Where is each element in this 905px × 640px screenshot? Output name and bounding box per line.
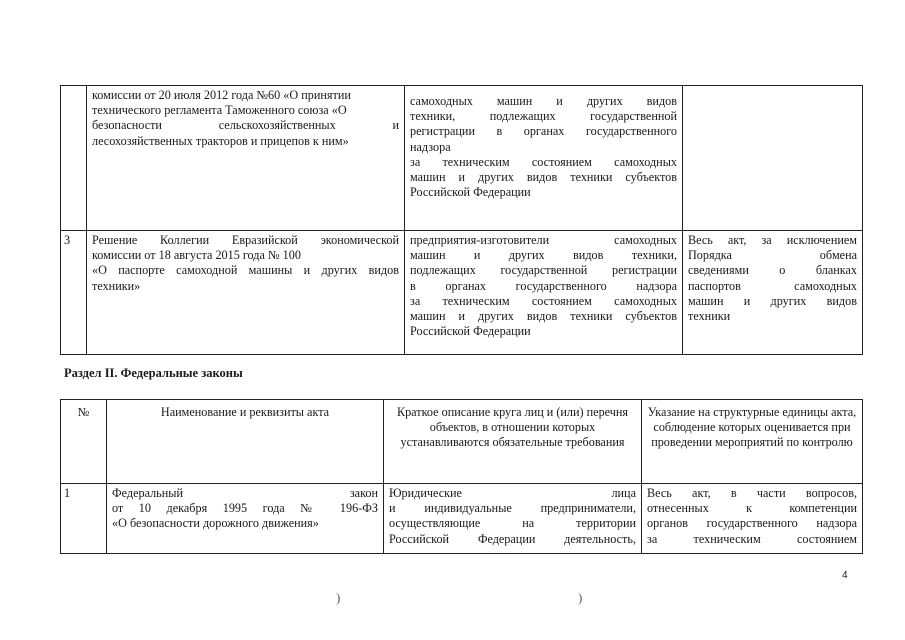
- text-line: органов государственного надзора: [647, 516, 857, 531]
- text-line: подлежащих государственной регистрации: [410, 263, 677, 278]
- text-line: Федеральный закон: [112, 486, 378, 500]
- text-line: техники: [688, 309, 731, 324]
- binding-hole-mark: ): [336, 590, 341, 605]
- persons-cell: [405, 231, 683, 355]
- text-line: безопасности сельскохозяйственных и: [92, 118, 399, 133]
- text-line: за техническим состоянием: [647, 531, 857, 546]
- text-line: «О паспорте самоходной машины и других видов: [92, 263, 399, 278]
- column-header-number: №: [61, 400, 107, 484]
- text-line: Российской Федерации деятельность,: [389, 531, 636, 546]
- text-line: за техническим состоянием самоходных: [410, 154, 677, 169]
- text-line: технического регламента Таможенного союза «О: [92, 103, 347, 118]
- structural-units-cell: [683, 86, 863, 231]
- table-row: [61, 86, 863, 231]
- text-line: Российской Федерации: [410, 324, 531, 339]
- text-line: сведениями о бланках: [688, 263, 857, 278]
- text-line: «О безопасности дорожного движения»: [112, 516, 319, 531]
- text-line: машин и других видов техники,: [410, 248, 677, 263]
- text-line: предприятия-изготовители самоходных: [410, 233, 677, 247]
- text-line: регистрации в органах государственного: [410, 124, 677, 139]
- act-name-cell: [87, 86, 405, 231]
- page-number: 4: [842, 570, 848, 581]
- table-row: [61, 484, 863, 554]
- text-line: от 10 декабря 1995 года № 196-ФЗ: [112, 501, 378, 516]
- text-line: в органах государственного надзора: [410, 278, 677, 293]
- text-line: и индивидуальные предприниматели,: [389, 501, 636, 516]
- structural-units-cell: [642, 484, 863, 554]
- row-number: [61, 86, 87, 231]
- column-header-persons: Краткое описание круга лиц и (или) перечня объектов, в отношении которых устанавливаются обязательные требования: [384, 400, 642, 484]
- text-line: за техническим состоянием самоходных: [410, 293, 677, 308]
- section-title: Раздел II. Федеральные законы: [64, 366, 243, 380]
- text-line: осуществляющие на территории: [389, 516, 636, 531]
- act-name-cell: [107, 484, 384, 554]
- text-line: Весь акт, за исключением: [688, 233, 857, 247]
- text-line: самоходных машин и других видов: [410, 94, 677, 108]
- text-line: Решение Коллегии Евразийской экономической: [92, 233, 399, 247]
- column-header-units: Указание на структурные единицы акта, соблюдение которых оценивается при проведении мероприятий по контролю: [642, 400, 863, 484]
- text-line: Российской Федерации: [410, 185, 531, 200]
- row-number: 1: [61, 484, 107, 554]
- structural-units-cell: [683, 231, 863, 355]
- column-header-act: Наименование и реквизиты акта: [107, 400, 384, 484]
- text-line: комиссии от 18 августа 2015 года № 100: [92, 248, 301, 263]
- table-header-row: [61, 400, 863, 484]
- table-federal-laws: [60, 399, 863, 554]
- text-line: Юридические лица: [389, 486, 636, 500]
- text-line: комиссии от 20 июля 2012 года №60 «О принятии: [92, 88, 351, 102]
- text-line: техники, подлежащих государственной: [410, 109, 677, 124]
- text-line: техники»: [92, 278, 141, 293]
- table-row: [61, 231, 863, 355]
- text-line: отнесенных к компетенции: [647, 501, 857, 516]
- text-line: Весь акт, в части вопросов,: [647, 486, 857, 500]
- text-line: паспортов самоходных: [688, 278, 857, 293]
- persons-cell: [405, 86, 683, 231]
- row-number: 3: [61, 231, 87, 355]
- text-line: машин и других видов техники субъектов: [410, 309, 677, 324]
- table-regional-acts-continued: [60, 85, 863, 355]
- text-line: лесохозяйственных тракторов и прицепов к ним»: [92, 133, 349, 148]
- binding-hole-mark: ): [578, 590, 583, 605]
- text-line: Порядка обмена: [688, 248, 857, 263]
- text-line: машин и других видов техники субъектов: [410, 170, 677, 185]
- text-line: надзора: [410, 139, 451, 154]
- persons-cell: [384, 484, 642, 554]
- text-line: машин и других видов: [688, 293, 857, 308]
- act-name-cell: [87, 231, 405, 355]
